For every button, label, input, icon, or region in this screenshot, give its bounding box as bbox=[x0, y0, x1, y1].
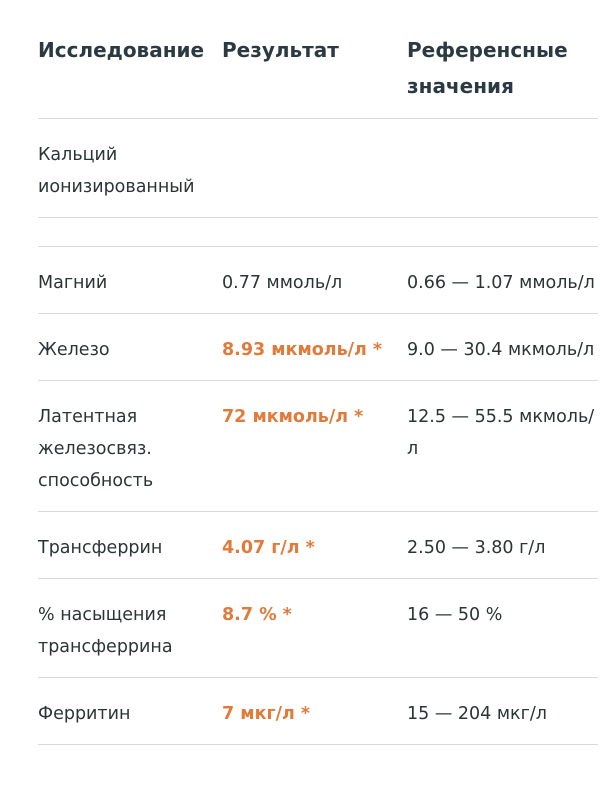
abnormal-marker: * bbox=[282, 605, 292, 625]
test-result bbox=[222, 512, 407, 579]
table-row bbox=[38, 218, 598, 247]
test-reference: 0.66 — 1.07 ммоль/л bbox=[407, 247, 598, 314]
test-reference: 16 — 50 % bbox=[407, 579, 598, 678]
test-name: % насыщения трансферрина bbox=[38, 579, 222, 678]
result-value: 8.93 мкмоль/л bbox=[222, 340, 367, 360]
abnormal-marker: * bbox=[372, 340, 383, 360]
test-reference: 2.50 — 3.80 г/л bbox=[407, 512, 598, 579]
result-value-abnormal bbox=[222, 340, 382, 360]
test-result bbox=[222, 381, 407, 512]
header-result: Результат bbox=[222, 0, 407, 119]
test-result bbox=[222, 579, 407, 678]
table-row bbox=[38, 247, 598, 314]
test-reference: 12.5 — 55.5 мкмоль/л bbox=[407, 381, 598, 512]
table-row bbox=[38, 512, 598, 579]
test-name: Кальций ионизированный bbox=[38, 119, 222, 218]
result-value-abnormal bbox=[222, 605, 292, 625]
test-reference: 15 — 204 мкг/л bbox=[407, 678, 598, 745]
header-test: Исследование bbox=[38, 0, 222, 119]
test-result bbox=[222, 678, 407, 745]
result-value-abnormal bbox=[222, 407, 363, 427]
result-value: 0.77 ммоль/л bbox=[222, 273, 343, 293]
table-row bbox=[38, 678, 598, 745]
lab-results-table bbox=[38, 0, 598, 745]
table-row bbox=[38, 381, 598, 512]
table-row bbox=[38, 119, 598, 218]
abnormal-marker: * bbox=[300, 704, 310, 724]
test-name: Магний bbox=[38, 247, 222, 314]
test-reference bbox=[407, 119, 598, 218]
test-name: Ферритин bbox=[38, 678, 222, 745]
result-value-abnormal bbox=[222, 704, 310, 724]
test-name bbox=[38, 218, 222, 247]
result-value-abnormal bbox=[222, 538, 315, 558]
test-result bbox=[222, 247, 407, 314]
test-reference bbox=[407, 218, 598, 247]
header-reference: Референсные значения bbox=[407, 0, 598, 119]
test-result bbox=[222, 119, 407, 218]
result-value: 4.07 г/л bbox=[222, 538, 300, 558]
results-viewport bbox=[38, 0, 595, 792]
test-name: Железо bbox=[38, 314, 222, 381]
test-result bbox=[222, 218, 407, 247]
test-reference: 9.0 — 30.4 мкмоль/л bbox=[407, 314, 598, 381]
test-name: Латентная железосвяз. способность bbox=[38, 381, 222, 512]
test-result bbox=[222, 314, 407, 381]
table-row bbox=[38, 579, 598, 678]
table-header-row bbox=[38, 0, 598, 119]
table-row bbox=[38, 314, 598, 381]
result-value: 72 мкмоль/л bbox=[222, 407, 349, 427]
abnormal-marker: * bbox=[354, 407, 364, 427]
test-name: Трансферрин bbox=[38, 512, 222, 579]
abnormal-marker: * bbox=[305, 538, 315, 558]
result-value: 7 мкг/л bbox=[222, 704, 295, 724]
result-value: 8.7 % bbox=[222, 605, 277, 625]
